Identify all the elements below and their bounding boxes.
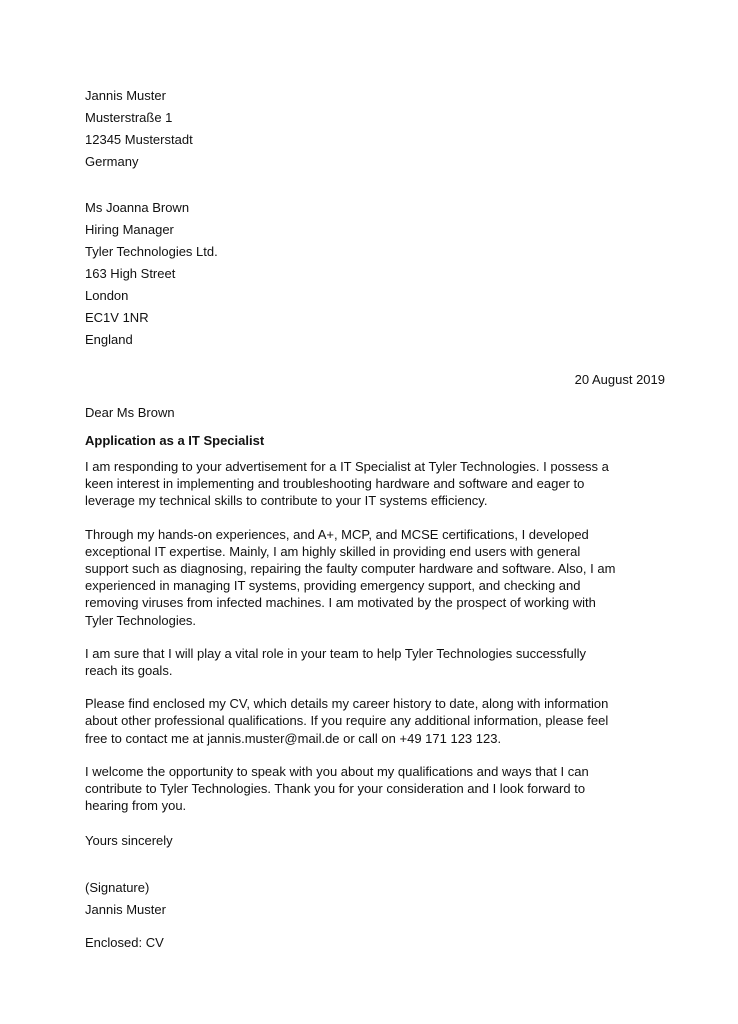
paragraph-line: experienced in managing IT systems, providing emergency support, and checking and bbox=[85, 578, 581, 594]
paragraph-line: leverage my technical skills to contribute to your IT systems efficiency. bbox=[85, 493, 488, 509]
body-paragraph-2 bbox=[85, 526, 665, 629]
paragraph-line: I am responding to your advertisement for a IT Specialist at Tyler Technologies. I possess a bbox=[85, 459, 609, 474]
body-paragraph-5 bbox=[85, 763, 665, 815]
recipient-address bbox=[85, 197, 665, 351]
closing: Yours sincerely bbox=[85, 833, 173, 849]
body-paragraph-3 bbox=[85, 645, 665, 679]
sender-street: Musterstraße 1 bbox=[85, 110, 173, 125]
recipient-street: 163 High Street bbox=[85, 266, 176, 281]
paragraph-line: reach its goals. bbox=[85, 663, 173, 679]
signature-placeholder: (Signature) bbox=[85, 880, 150, 896]
paragraph-line: removing viruses from infected machines. I am motivated by the prospect of working with bbox=[85, 595, 596, 611]
sender-country: Germany bbox=[85, 154, 139, 169]
paragraph-line: contribute to Tyler Technologies. Thank you for your consideration and I look forward to bbox=[85, 781, 586, 797]
subject-line: Application as a IT Specialist bbox=[85, 433, 265, 448]
signature-block bbox=[85, 877, 665, 921]
letter-date: 20 August 2019 bbox=[574, 372, 665, 387]
recipient-city: London bbox=[85, 288, 129, 303]
cover-letter bbox=[85, 85, 665, 954]
paragraph-line: Please find enclosed my CV, which details my career history to date, along with information bbox=[85, 696, 609, 712]
signature-name: Jannis Muster bbox=[85, 902, 166, 918]
sender-name: Jannis Muster bbox=[85, 88, 166, 103]
paragraph-line: about other professional qualifications. If you require any additional information, please feel bbox=[85, 713, 609, 729]
enclosure-note: Enclosed: CV bbox=[85, 935, 164, 951]
paragraph-line: hearing from you. bbox=[85, 798, 187, 814]
recipient-country: England bbox=[85, 332, 133, 347]
body-paragraph-4 bbox=[85, 695, 665, 747]
sender-city: 12345 Musterstadt bbox=[85, 132, 193, 147]
paragraph-line: exceptional IT expertise. Mainly, I am highly skilled in providing end users with general bbox=[85, 543, 581, 559]
recipient-company: Tyler Technologies Ltd. bbox=[85, 244, 218, 259]
paragraph-line: Through my hands-on experiences, and A+, MCP, and MCSE certifications, I developed bbox=[85, 526, 589, 542]
sender-address bbox=[85, 85, 665, 173]
paragraph-line: Tyler Technologies. bbox=[85, 612, 197, 628]
paragraph-line: keen interest in implementing and troubleshooting hardware and software and eager to bbox=[85, 476, 585, 492]
body-paragraph-1 bbox=[85, 458, 665, 510]
recipient-name: Ms Joanna Brown bbox=[85, 200, 190, 215]
paragraph-line: free to contact me at jannis.muster@mail.de or call on +49 171 123 123. bbox=[85, 730, 502, 746]
paragraph-line: support such as diagnosing, repairing the faulty computer hardware and software. Also, I am bbox=[85, 561, 616, 577]
salutation: Dear Ms Brown bbox=[85, 405, 175, 420]
recipient-postcode: EC1V 1NR bbox=[85, 310, 149, 325]
paragraph-line: I welcome the opportunity to speak with you about my qualifications and ways that I can bbox=[85, 763, 589, 779]
recipient-title: Hiring Manager bbox=[85, 222, 174, 237]
paragraph-line: I am sure that I will play a vital role in your team to help Tyler Technologies successfully bbox=[85, 645, 586, 661]
